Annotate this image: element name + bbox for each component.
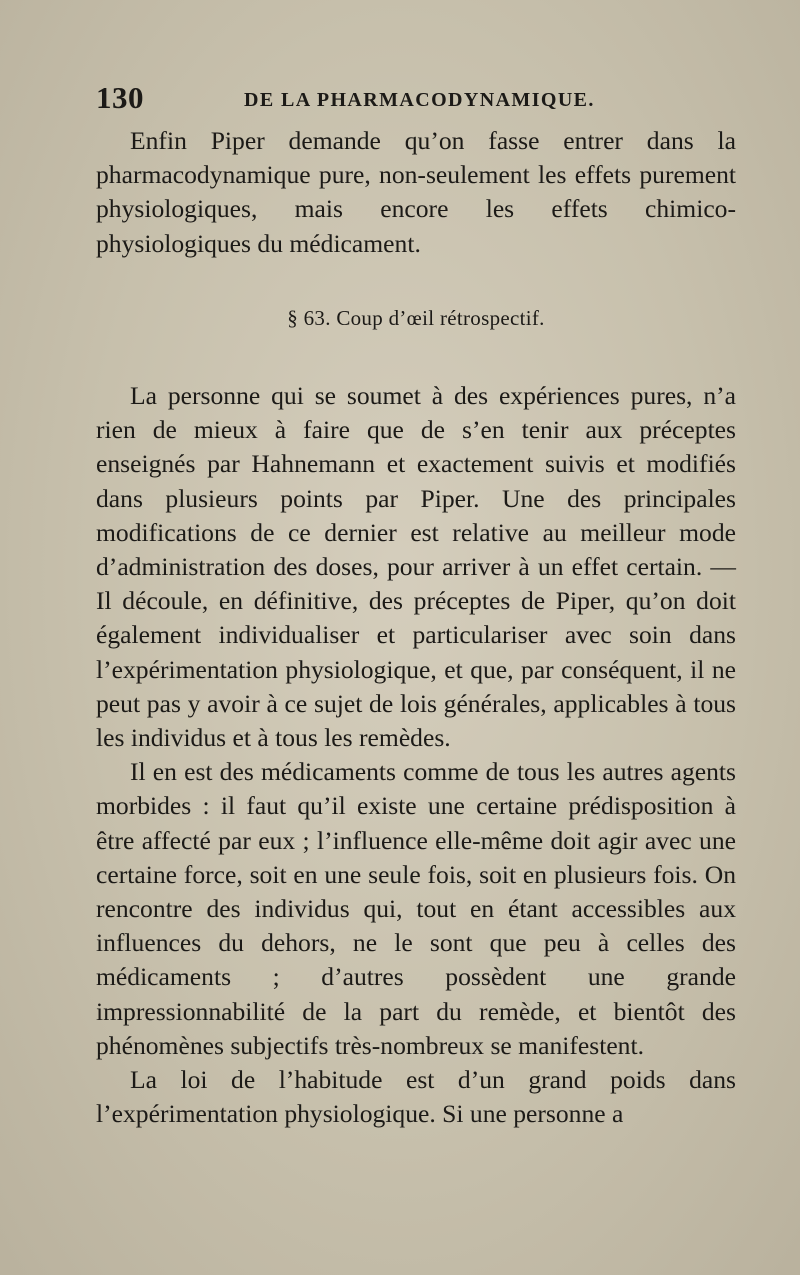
body-text (96, 124, 736, 1131)
section-heading: § 63. Coup d’œil rétrospectif. (287, 305, 545, 330)
page-number: 130 (96, 80, 144, 115)
paragraph-1: Enfin Piper demande qu’on fasse entrer dans la pharmacodynamique pure, non-seulement les effets purement physiologiques, mais encore les effets chimico-physiologiques du médicament. (96, 126, 736, 258)
book-page (96, 80, 736, 1250)
paragraph-2: La personne qui se soumet à des expériences pures, n’a rien de mieux à faire que de s’en tenir aux préceptes enseignés par Hahnemann et exactement suivis et modifiés dans plusieurs points par Piper. Une des principales modifications de ce dernier est relative au meilleur mode d’administration des doses, pour arriver à un effet certain. — Il découle, en définitive, des préceptes de Piper, qu’on doit également individualiser et particulariser avec soin dans l’expérimentation physiologique, et que, par conséquent, il ne peut pas y avoir à ce sujet de lois générales, applicables à tous les individus et à tous les remèdes. (96, 381, 736, 753)
paragraph-4: La loi de l’habitude est d’un grand poids dans l’expérimentation physiologique. Si une personne a (96, 1065, 736, 1129)
paragraph-3: Il en est des médicaments comme de tous les autres agents morbides : il faut qu’il existe une certaine prédisposition à être affecté par eux ; l’influence elle-même doit agir avec une certaine force, soit en une seule fois, soit en plusieurs fois. On rencontre des individus qui, tout en étant accessibles aux influences du dehors, ne le sont que peu à celles des médicaments ; d’autres possèdent une grande impressionnabilité de la part du remède, et bientôt des phénomènes subjectifs très-nombreux se manifestent. (96, 757, 736, 1060)
running-head (96, 80, 736, 124)
running-title: DE LA PHARMACODYNAMIQUE. (244, 89, 595, 111)
